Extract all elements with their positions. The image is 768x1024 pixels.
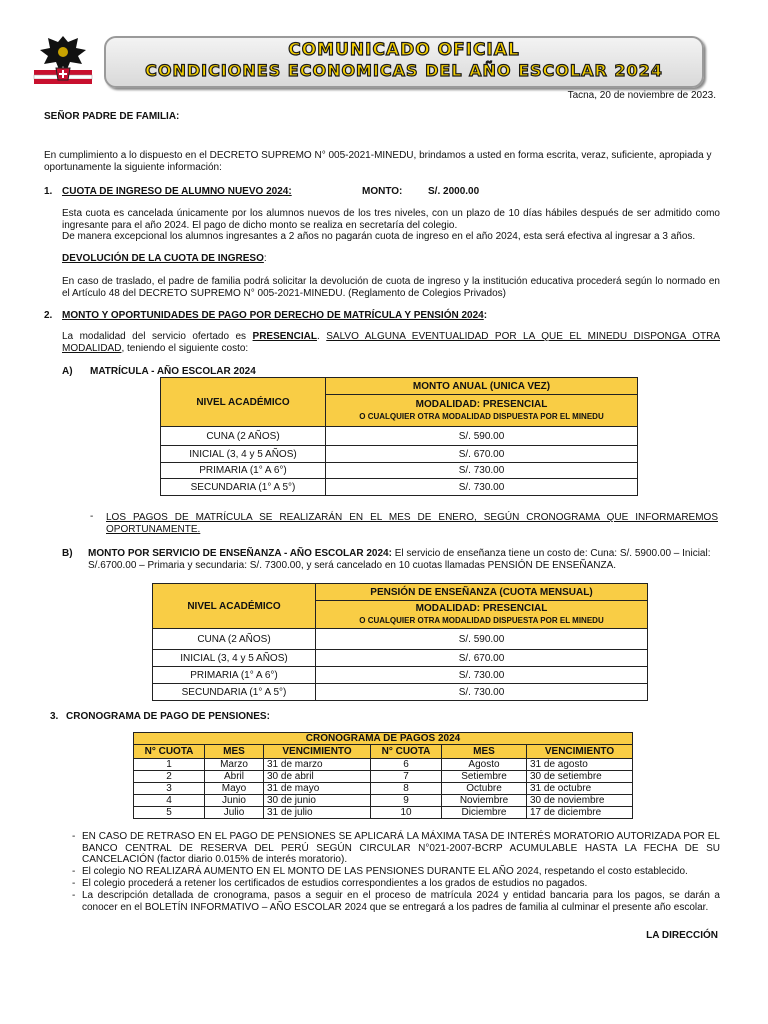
table-cell: S/. 670.00 — [316, 650, 648, 667]
note-item: El colegio procederá a retener los certificados de estudios correspondientes a los grados de estudios no pagados. — [82, 878, 588, 889]
table-cell: SECUNDARIA (1° A 5°) — [153, 684, 316, 701]
section-2-number: 2. — [44, 310, 53, 321]
table-row: 4 Junio 30 de junio 9 Noviembre 30 de noviembre — [134, 795, 633, 807]
section-3-title: CRONOGRAMA DE PAGO DE PENSIONES: — [66, 711, 270, 722]
page-title: COMUNICADO OFICIAL — [288, 40, 520, 60]
table-row: 3 Mayo 31 de mayo 8 Octubre 31 de octubre — [134, 783, 633, 795]
section-3-number: 3. — [50, 711, 59, 722]
table-cell: S/. 670.00 — [326, 446, 638, 463]
table-header-modalidad: MODALIDAD: PRESENCIAL O CUALQUIER OTRA MODALIDAD DISPUESTA POR EL MINEDU — [316, 601, 648, 629]
table-row: 1 Marzo 31 de marzo 6 Agosto 31 de agosto — [134, 759, 633, 771]
subsection-a-label: A) — [62, 366, 73, 377]
note-item: EN CASO DE RETRASO EN EL PAGO DE PENSIONES SE APLICARÁ LA MÁXIMA TASA DE INTERÉS MORATORIO AUTORIZADA POR EL BANCO CENTRAL DE RESERVA DEL PERÚ SEGÚN CIRCULAR N°021-2007-BCRP ACUMULABLE HASTA LA FECHA DE SU CANCELACIÓN (factor diario 0.015% de interés moratorio). — [82, 831, 720, 865]
col-header: VENCIMIENTO — [264, 745, 371, 759]
subsection-b-paragraph: MONTO POR SERVICIO DE ENSEÑANZA - AÑO ESCOLAR 2024: El servicio de enseñanza tiene un costo de: Cuna: S/. 5900.00 – Inicial: S/.6700.00 – Primaria y secundaria: S/. 7300.00, y será cancelado en 10 cuotas llamadas PENSIÓN DE ENSEÑANZA. — [88, 548, 711, 571]
table-cell: CUNA (2 AÑOS) — [161, 427, 326, 446]
date-line: Tacna, 20 de noviembre de 2023. — [567, 90, 716, 101]
section-1-paragraph-2: De manera excepcional los alumnos ingresantes a 2 años no pagarán cuota de ingreso en el año 2024, esta será efectiva al ingresar a 3 años. — [62, 231, 696, 242]
table-row: 5 Julio 31 de julio 10 Diciembre 17 de diciembre — [134, 807, 633, 819]
table-cell: S/. 730.00 — [326, 463, 638, 479]
col-header: VENCIMIENTO — [527, 745, 633, 759]
signature: LA DIRECCIÓN — [646, 930, 718, 941]
table-header-pension: PENSIÓN DE ENSEÑANZA (CUOTA MENSUAL) — [316, 584, 648, 601]
section-2-intro: La modalidad del servicio ofertado es PRESENCIAL. SALVO ALGUNA EVENTUALIDAD POR LA QUE EL MINEDU DISPONGA OTRA MODALIDAD, teniendo el siguiente costo: — [62, 331, 721, 354]
section-1-title: CUOTA DE INGRESO DE ALUMNO NUEVO 2024: — [62, 186, 292, 197]
subsection-a-title: MATRÍCULA - AÑO ESCOLAR 2024 — [90, 366, 256, 377]
note-item: El colegio NO REALIZARÁ AUMENTO EN EL MONTO DE LAS PENSIONES DURANTE EL AÑO 2024, respetando el costo establecido. — [82, 866, 688, 877]
table-cell: PRIMARIA (1° A 6°) — [161, 463, 326, 479]
section-1-number: 1. — [44, 186, 53, 197]
table-cell: CUNA (2 AÑOS) — [153, 629, 316, 650]
table-cell: S/. 590.00 — [316, 629, 648, 650]
cronograma-table — [133, 732, 633, 819]
cronograma-title: CRONOGRAMA DE PAGOS 2024 — [134, 733, 633, 745]
matricula-table — [160, 377, 638, 496]
table-cell: SECUNDARIA (1° A 5°) — [161, 479, 326, 496]
col-header: MES — [205, 745, 264, 759]
table-cell: S/. 730.00 — [316, 667, 648, 684]
eagle-crest-icon — [30, 32, 96, 88]
devolucion-title: DEVOLUCIÓN DE LA CUOTA DE INGRESO — [62, 253, 264, 264]
table-cell: S/. 730.00 — [316, 684, 648, 701]
pension-table — [152, 583, 648, 701]
intro-paragraph: En cumplimiento a lo dispuesto en el DECRETO SUPREMO N° 005-2021-MINEDU, brindamos a usted en forma escrita, veraz, suficiente, apropiada y oportunamente la siguiente información: — [44, 150, 712, 173]
table-cell: S/. 590.00 — [326, 427, 638, 446]
table-row: 2 Abril 30 de abril 7 Setiembre 30 de setiembre — [134, 771, 633, 783]
col-header: N° CUOTA — [134, 745, 205, 759]
table-cell: PRIMARIA (1° A 6°) — [153, 667, 316, 684]
section-2-title: MONTO Y OPORTUNIDADES DE PAGO POR DERECHO DE MATRÍCULA Y PENSIÓN 2024 — [62, 310, 484, 321]
monto-value: S/. 2000.00 — [428, 186, 480, 197]
col-header: N° CUOTA — [371, 745, 442, 759]
table-header-nivel: NIVEL ACADÉMICO — [153, 584, 316, 629]
table-header-monto: MONTO ANUAL (UNICA VEZ) — [326, 378, 638, 395]
table-header-nivel: NIVEL ACADÉMICO — [161, 378, 326, 427]
table-cell: INICIAL (3, 4 y 5 AÑOS) — [153, 650, 316, 667]
page-subtitle: CONDICIONES ECONOMICAS DEL AÑO ESCOLAR 2024 — [145, 61, 663, 80]
col-header: MES — [442, 745, 527, 759]
matricula-note: LOS PAGOS DE MATRÍCULA SE REALIZARÁN EN EL MES DE ENERO, SEGÚN CRONOGRAMA QUE INFORMAREMOS OPORTUNAMENTE. — [106, 512, 718, 535]
salutation: SEÑOR PADRE DE FAMILIA: — [44, 111, 180, 122]
table-cell: S/. 730.00 — [326, 479, 638, 496]
table-cell: INICIAL (3, 4 y 5 AÑOS) — [161, 446, 326, 463]
monto-label: MONTO: — [362, 186, 403, 197]
title-banner — [104, 36, 704, 88]
subsection-b-label: B) — [62, 548, 73, 559]
section-1-paragraph: Esta cuota es cancelada únicamente por los alumnos nuevos de los tres niveles, con un plazo de 10 días hábiles después de ser admitido como ingresante para el año 2024. El pago de dicho monto se realiza en secretaría del colegio. — [62, 208, 720, 231]
note-item: La descripción detallada de cronograma, pasos a seguir en el proceso de matrícula 2024 y entidad bancaria para los pagos, se darán a conocer en el BOLETÍN INFORMATIVO – AÑO ESCOLAR 2024 que se entregará a los padres de familia al culminar el presente año escolar. — [82, 890, 720, 913]
devolucion-text: En caso de traslado, el padre de familia podrá solicitar la devolución de cuota de ingreso y la institución educativa procederá según lo normado en el Artículo 48 del DECRETO SUPREMO N° 005-2021-MINEDU. (Reglamento de Colegios Privados) — [62, 276, 720, 299]
table-header-modalidad: MODALIDAD: PRESENCIAL O CUALQUIER OTRA MODALIDAD DISPUESTA POR EL MINEDU — [326, 395, 638, 427]
